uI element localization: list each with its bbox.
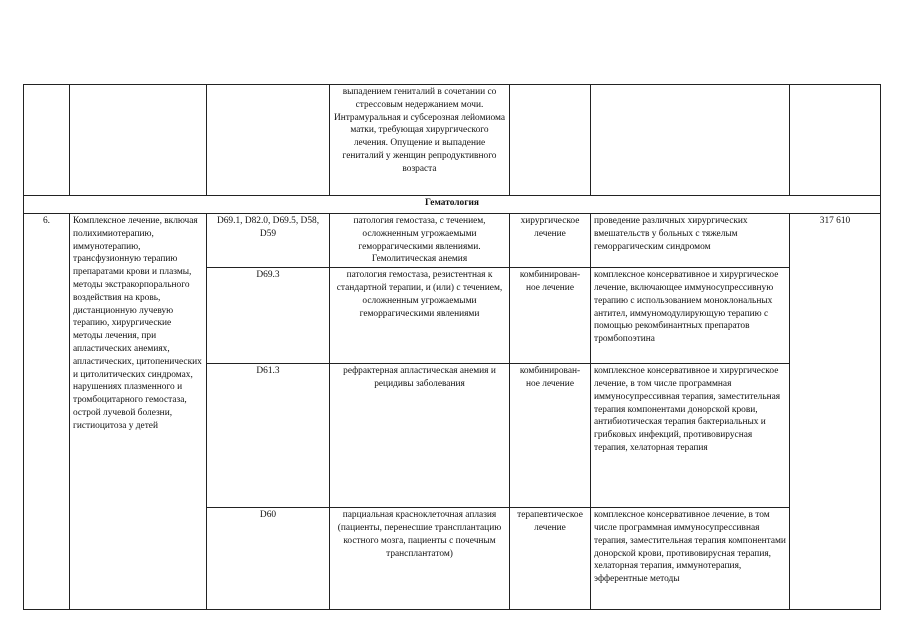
treatment-type: терапевтическое лечение [510, 508, 591, 610]
treatment-method: проведение различных хирургических вмешательств у больных с тяжелым геморрагическим синдромом [591, 214, 790, 268]
icd-codes: D61.3 [207, 364, 330, 508]
section-row [24, 196, 881, 214]
service-name: Комплексное лечение, включая полихимиотерапию, иммунотерапию, трансфузионную терапию препаратами крови и плазмы, методы экстракорпорального воздействия на кровь, дистанционную лучевую терапию, хирургические методы лечения, при апластических анемиях, апластических, цитопенических и цитолитических синдромах, нарушениях плазменного и тромбоцитарного гемостаза, острой лучевой болезни, гистиоцитоза у детей [70, 214, 207, 610]
table-row [24, 214, 881, 268]
cont-name-cell [70, 85, 207, 196]
patient-model: патология гемостаза, с течением, осложненным угрожаемыми геморрагическими явлениями. Гемолитическая анемия [330, 214, 510, 268]
treatment-method: комплексное консервативное и хирургическое лечение, в том числе программная иммуносупрессивная терапия, заместительная терапия компонентами донорской крови, антибиотическая терапия бактериальных и грибковых инфекций, противовирусная терапия, хелаторная терапия [591, 364, 790, 508]
row-number: 6. [24, 214, 70, 610]
cont-method-cell [591, 85, 790, 196]
medical-services-table [23, 84, 881, 610]
treatment-type: комбинирован-ное лечение [510, 268, 591, 364]
icd-codes: D69.1, D82.0, D69.5, D58, D59 [207, 214, 330, 268]
patient-model: патология гемостаза, резистентная к стандартной терапии, и (или) с течением, осложненным угрожаемыми геморрагическими явлениями [330, 268, 510, 364]
patient-model: парциальная красноклеточная аплазия (пациенты, перенесшие трансплантацию костного мозга, пациенты с почечным трансплантатом) [330, 508, 510, 610]
patient-model: рефрактерная апластическая анемия и рецидивы заболевания [330, 364, 510, 508]
cont-type-cell [510, 85, 591, 196]
treatment-type: комбинирован-ное лечение [510, 364, 591, 508]
section-title: Гематология [24, 196, 881, 214]
cont-codes-cell [207, 85, 330, 196]
price-value: 317 610 [790, 214, 881, 610]
cont-model-cell: выпадением гениталий в сочетании со стрессовым недержанием мочи. Интрамуральная и субсерозная лейомиома матки, требующая хирургического лечения. Опущение и выпадение гениталий у женщин репродуктивного возраста [330, 85, 510, 196]
continuation-row [24, 85, 881, 196]
cont-num-cell [24, 85, 70, 196]
treatment-method: комплексное консервативное лечение, в том числе программная иммуносупрессивная терапия, заместительная терапия компонентами донорской крови, противовирусная терапия, хелаторная терапия, иммунотерапия, эфферентные методы [591, 508, 790, 610]
cont-price-cell [790, 85, 881, 196]
treatment-type: хирургическое лечение [510, 214, 591, 268]
treatment-method: комплексное консервативное и хирургическое лечение, включающее иммуносупрессивную терапию с использованием моноклональных антител, иммуномодулирующую терапию с помощью рекомбинантных препаратов тромбопоэтина [591, 268, 790, 364]
icd-codes: D60 [207, 508, 330, 610]
icd-codes: D69.3 [207, 268, 330, 364]
